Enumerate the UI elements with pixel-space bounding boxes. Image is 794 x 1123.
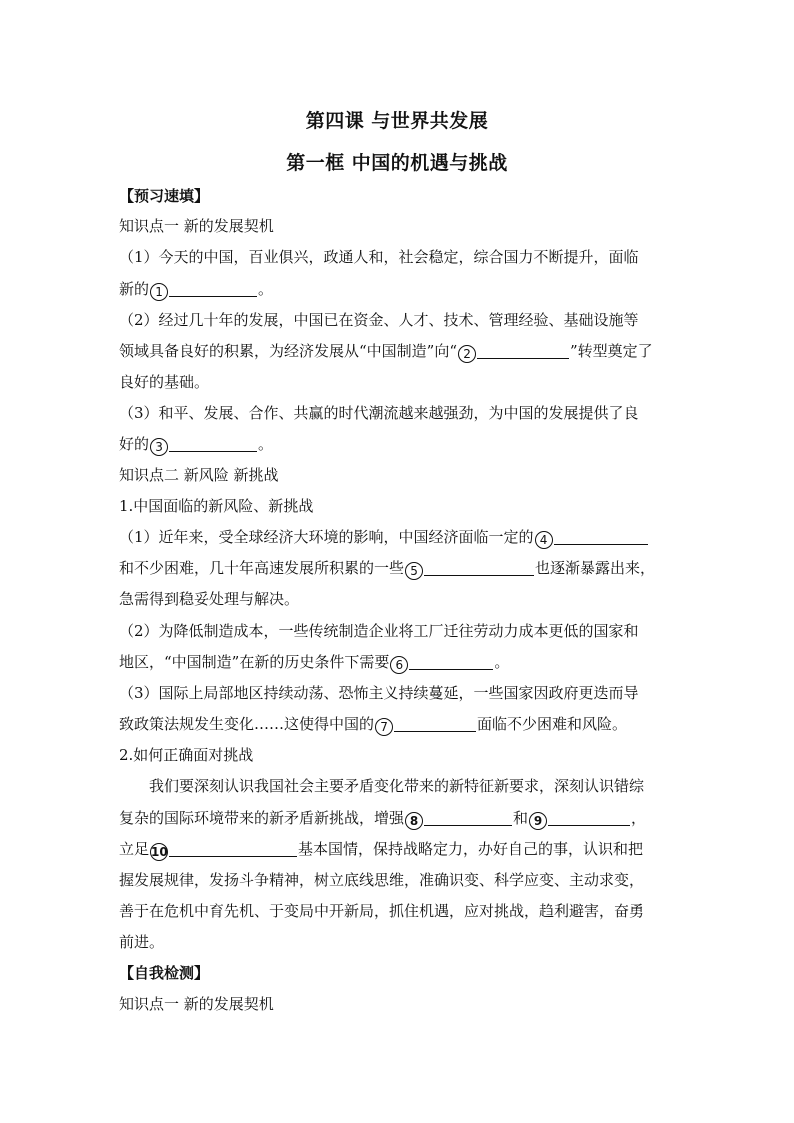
blank-marker-2: 2 xyxy=(458,345,476,363)
blank-marker-5: 5 xyxy=(405,562,423,580)
blank-6[interactable] xyxy=(409,652,493,670)
q2-line-2: 地区，“中国制造”在新的历史条件下需要 6 。 xyxy=(119,653,510,672)
paragraph-3-line-1: （3）和平、发展、合作、共赢的时代潮流越来越强劲，为中国的发展提供了良 xyxy=(119,404,639,422)
paragraph-1-line-1: （1）今天的中国，百业俱兴，政通人和，社会稳定，综合国力不断提升，面临 xyxy=(119,248,639,266)
blank-1[interactable] xyxy=(169,279,257,297)
paragraph-2-line-3: 良好的基础。 xyxy=(119,373,210,391)
blank-10[interactable] xyxy=(169,839,297,857)
subheading-2: 2.如何正确面对挑战 xyxy=(119,746,254,764)
q1-line-2: 和不少困难，几十年高速发展所积累的一些 5 也逐渐暴露出来， xyxy=(119,559,656,578)
blank-9[interactable] xyxy=(548,808,630,826)
blank-5[interactable] xyxy=(424,558,534,576)
subheading-1: 1.中国面临的新风险、新挑战 xyxy=(119,497,314,515)
blank-marker-9: 9 xyxy=(529,812,547,830)
q1-line-1: （1）近年来，受全球经济大环境的影响，中国经济面临一定的 4 xyxy=(119,527,679,549)
selfcheck-knowledge-point-1: 知识点一 新的发展契机 xyxy=(119,995,274,1013)
q1-line-3: 急需得到稳妥处理与解决。 xyxy=(119,590,300,608)
blank-marker-10: 10 xyxy=(151,845,168,859)
paragraph-1-line-2: 新的 1 。 xyxy=(119,280,274,299)
knowledge-point-1: 知识点一 新的发展契机 xyxy=(119,217,274,235)
blank-marker-8: 8 xyxy=(405,812,423,830)
paragraph-2-line-2: 领域具备良好的积累，为经济发展从“中国制造”向“ 2 ”转型奠定了 xyxy=(119,342,653,361)
blank-3[interactable] xyxy=(169,434,257,452)
q3-line-2: 致政策法规发生变化……这使得中国的 7 面临不少困难和风险。 xyxy=(119,715,628,734)
preview-heading: 【预习速填】 xyxy=(119,187,210,205)
response-line-6: 前进。 xyxy=(119,933,165,951)
blank-marker-1: 1 xyxy=(150,283,168,301)
response-line-1: 我们要深刻认识我国社会主要矛盾变化带来的新特征新要求，深刻认识错综 xyxy=(149,777,645,795)
response-line-2: 复杂的国际环境带来的新矛盾新挑战，增强 8 和 9 ， xyxy=(119,809,647,828)
blank-marker-7: 7 xyxy=(375,718,393,736)
blank-marker-4: 4 xyxy=(535,531,553,549)
paragraph-3-line-2: 好的 3 。 xyxy=(119,435,274,454)
blank-2[interactable] xyxy=(477,341,569,359)
knowledge-point-2: 知识点二 新风险 新挑战 xyxy=(119,466,279,484)
blank-marker-6: 6 xyxy=(390,656,408,674)
q2-line-1: （2）为降低制造成本，一些传统制造企业将工厂迁往劳动力成本更低的国家和 xyxy=(119,622,639,640)
blank-4[interactable] xyxy=(554,527,648,545)
lesson-title: 第四课 与世界共发展 xyxy=(305,110,489,132)
response-line-3: 立足 10 基本国情，保持战略定力，办好自己的事，认识和把 xyxy=(119,840,644,859)
blank-marker-3: 3 xyxy=(150,438,168,456)
blank-7[interactable] xyxy=(394,714,476,732)
response-line-5: 善于在危机中育先机、于变局中开新局，抓住机遇，应对挑战，趋利避害，奋勇 xyxy=(119,902,645,920)
section-title: 第一框 中国的机遇与挑战 xyxy=(286,152,508,174)
blank-8[interactable] xyxy=(424,808,512,826)
selfcheck-heading: 【自我检测】 xyxy=(119,964,210,982)
q3-line-1: （3）国际上局部地区持续动荡、恐怖主义持续蔓延，一些国家因政府更迭而导 xyxy=(119,684,639,702)
response-line-4: 握发展规律，发扬斗争精神，树立底线思维，准确识变、科学应变、主动求变， xyxy=(119,871,645,889)
paragraph-2-line-1: （2）经过几十年的发展，中国已在资金、人才、技术、管理经验、基础设施等 xyxy=(119,311,639,329)
